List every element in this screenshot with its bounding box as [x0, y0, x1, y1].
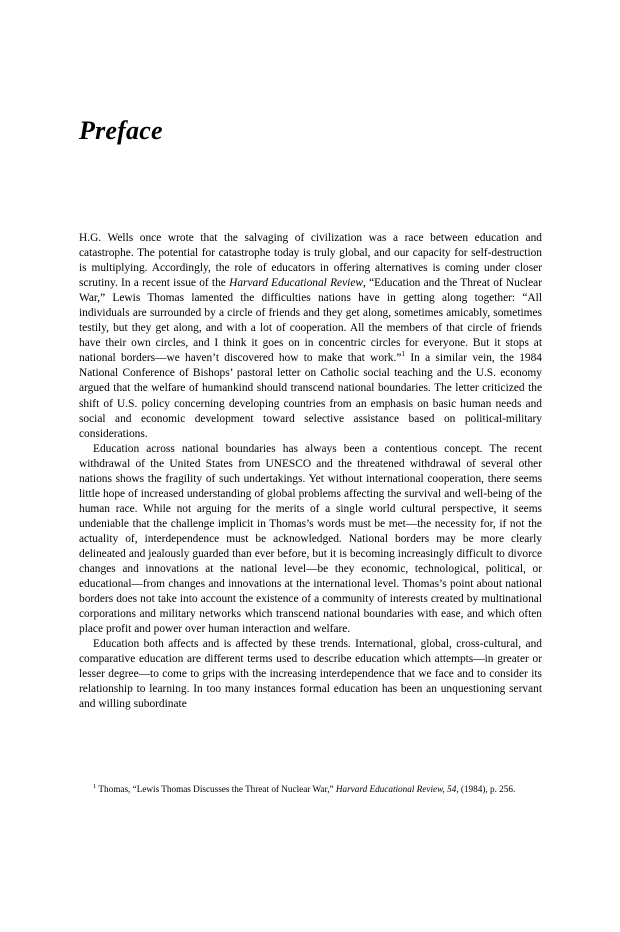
footnote-block [79, 783, 542, 796]
footnote: $^1$ Thomas, “Lewis Thomas Discusses the Threat of Nuclear War,” Harvard Educational Review, 54, (1984), p. 256. [93, 782, 516, 794]
italic-text: Harvard Educational Review [229, 277, 363, 290]
footnote-reference: 1 [401, 349, 406, 359]
body-text-column [79, 231, 542, 713]
italic-text: Harvard Educational Review, 54 [335, 784, 457, 794]
footnote-marker: 1 [93, 782, 97, 790]
paragraph: H.G. Wells once wrote that the salvaging of civilization was a race between education and catastrophe. The potential for catastrophe today is truly global, and our capacity for self-destruction is multiplying. Accordingly, the role of educators in offering alternatives is coming under closer scrutiny. In a recent issue of the Harvard Educational Review, “Education and the Threat of Nuclear War,” Lewis Thomas lamented the difficulties nations have in getting along together: “All individuals are surrounded by a circle of friends and they get along, sometimes amicably, sometimes testily, but they get along, and with a lot of cooperation. All the members of that circle of friends have their own circles, and I think it goes on in concentric circles for everyone. But it stops at national borders—we haven’t discovered how to make that work.”$^1$ In a similar vein, the 1984 National Conference of Bishops’ pastoral letter on Catholic social teaching and the U.S. economy argued that the welfare of humankind should transcend national boundaries. The letter criticized the shift of U.S. policy concerning developing countries from an emphasis on basic human needs and social and economic development toward selective assistance based on political-military considerations. [79, 232, 542, 440]
paragraph: Education both affects and is affected by these trends. International, global, cross-cultural, and comparative education are different terms used to describe education which attempts—in greater or lesser degree—to come to grips with the increasing interdependence that we face and to consider its relationship to learning. In too many instances formal education has been an unquestioning servant and willing subordinate [79, 638, 542, 711]
paragraph: Education across national boundaries has always been a contentious concept. The recent withdrawal of the United States from UNESCO and the threatened withdrawal of several other nations shows the fragility of such undertakings. Yet without international cooperation, there seems little hope of increased understanding of global problems affecting the survival and well-being of the human race. While not arguing for the merits of a single world cultural perspective, it seems undeniable that the challenge implicit in Thomas’s words must be met—the necessity for, if not the actuality of, interdependence must be acknowledged. National borders may be more clearly delineated and jealously guarded than ever before, but it is becoming increasingly difficult to divorce changes and innovations at the national level—be they economic, technological, political, or educational—from changes and innovations at the international level. Thomas’s point about national borders does not take into account the existence of a community of interests created by multinational corporations and military networks which transcend national boundaries with ease, and which often place profit and power over human interaction and welfare. [79, 442, 542, 636]
page-title: Preface [79, 116, 163, 146]
